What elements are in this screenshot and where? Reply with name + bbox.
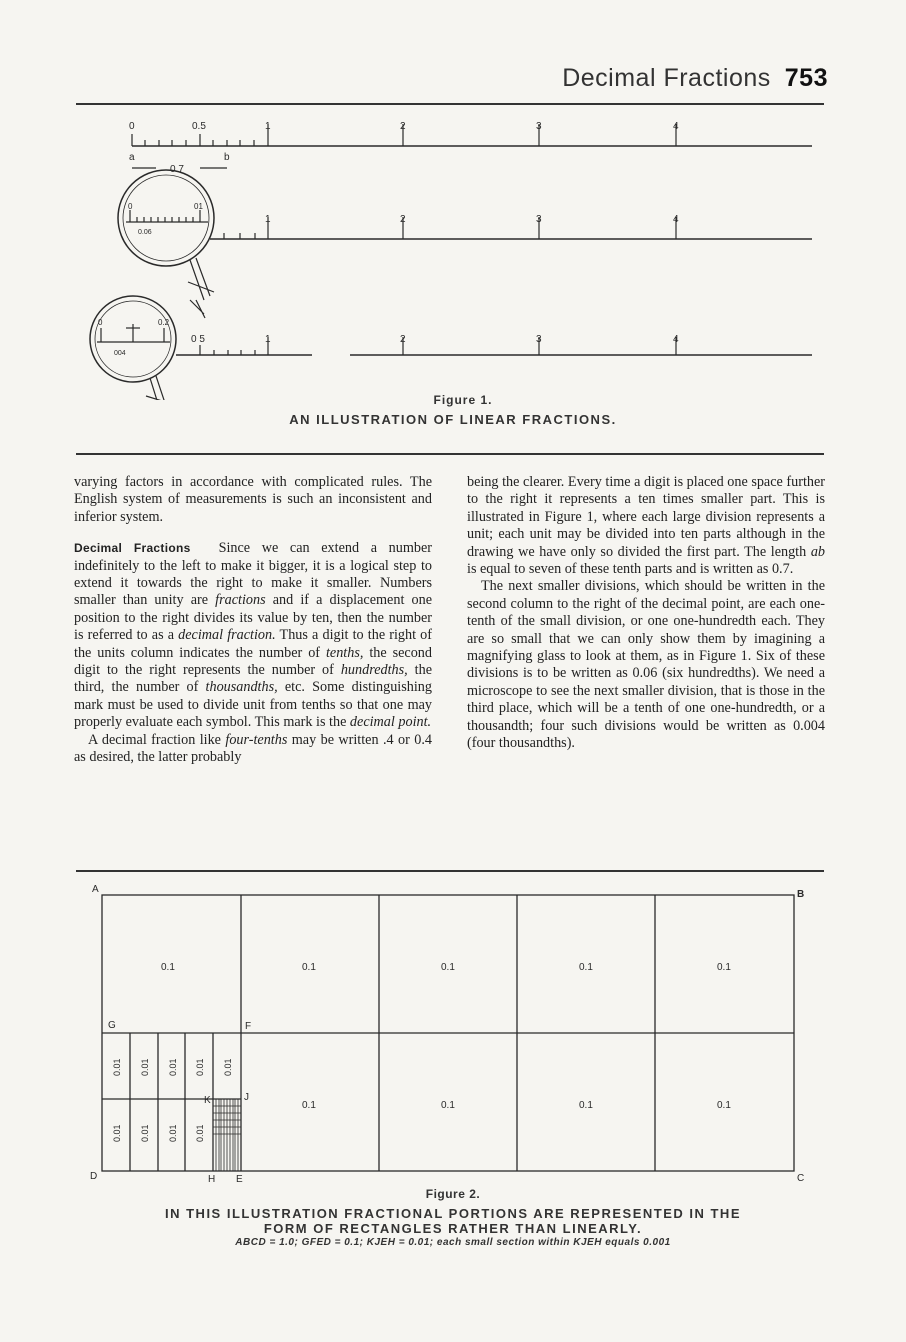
hundredth-label: 0.01 <box>223 1058 233 1076</box>
tenth-label: 0.1 <box>579 962 593 973</box>
header-rule <box>76 103 824 105</box>
lens1-label-01: 01 <box>194 202 203 211</box>
hundredth-label: 0.01 <box>112 1124 122 1142</box>
figure-1-diagram <box>0 110 906 400</box>
label-G: G <box>108 1020 116 1031</box>
label-E: E <box>236 1174 243 1185</box>
scale2-label-1: 1 <box>265 214 271 225</box>
side-heading: Decimal Fractions <box>74 541 191 556</box>
scale3-label-1: 1 <box>265 334 271 345</box>
corner-A: A <box>92 884 99 895</box>
figure-1-caption <box>0 393 906 427</box>
corner-C: C <box>797 1173 805 1184</box>
corner-D: D <box>90 1171 98 1182</box>
figure-2-equation: ABCD = 1.0; GFED = 0.1; KJEH = 0.01; each small section within KJEH equals 0.001 <box>235 1237 671 1248</box>
label-K: K <box>204 1095 211 1106</box>
scale1-label-0: 0 <box>129 121 135 132</box>
scale1-label-4: 4 <box>673 121 679 132</box>
tenth-label: 0.1 <box>302 1100 316 1111</box>
left-column <box>74 474 432 767</box>
lens1-label-006: 0.06 <box>138 229 152 236</box>
label-F: F <box>245 1021 252 1032</box>
figure-2-caption <box>0 1187 906 1248</box>
tenth-label: 0.1 <box>717 1100 731 1111</box>
hundredth-label: 0.01 <box>168 1058 178 1076</box>
figure-1-rule <box>76 453 824 455</box>
lens2-label-0: 0 <box>98 318 103 327</box>
figure-1-title: Figure 1. <box>433 393 493 407</box>
text-rule <box>76 870 824 872</box>
figure-2-diagram <box>0 880 906 1185</box>
lens1-label-0: 0 <box>128 202 133 211</box>
scale1-label-half: 0.5 <box>192 121 206 132</box>
scale2-label-3: 3 <box>536 214 542 225</box>
left-paragraph-2: Decimal Fractions Since we can extend a number indefinitely to the left to make it bigger, it is a logical step to extend it towards the right to make it smaller. Numbers smaller than unity are fractions and if a displacement one position to the right divides its value by ten, then the number is referred to as a decimal fraction. Thus a digit to the right of the units column indicates the number of tenths, the second digit to the right represents the number of hundredths, the third, the number of thousandths, etc. Some distinguishing mark must be used to divide unit from tenths so that one may properly evaluate each symbol. This mark is the decimal point. <box>74 540 432 731</box>
scale1-label-2: 2 <box>400 121 406 132</box>
tenth-label: 0.1 <box>579 1100 593 1111</box>
right-column <box>467 474 825 753</box>
header-title: Decimal Fractions <box>562 64 771 92</box>
figure-2-caption-line-1: IN THIS ILLUSTRATION FRACTIONAL PORTIONS ARE REPRESENTED IN THE <box>165 1206 741 1221</box>
left-paragraph-3: A decimal fraction like four-tenths may be written .4 or 0.4 as desired, the latter probably <box>74 731 432 766</box>
scale3-label-2: 2 <box>400 334 406 345</box>
left-paragraph-1: varying factors in accordance with complicated rules. The English system of measurements is such an inconsistent and inferior system. <box>74 474 432 525</box>
scale3-label-4: 4 <box>673 334 679 345</box>
hundredth-label: 0.01 <box>112 1058 122 1076</box>
lens2-label-02: 0.2 <box>158 318 170 327</box>
tenth-label: 0.1 <box>717 962 731 973</box>
scale1-label-3: 3 <box>536 121 542 132</box>
tenth-label: 0.1 <box>441 1100 455 1111</box>
scale3-label-half: 0 5 <box>191 334 205 345</box>
tenth-label: 0.1 <box>302 962 316 973</box>
label-H: H <box>208 1174 216 1185</box>
scale2-label-2: 2 <box>400 214 406 225</box>
lens2-label-004: 004 <box>114 350 126 357</box>
point-a-label: a <box>129 152 135 163</box>
page-number: 753 <box>784 64 828 92</box>
figure-1-text: AN ILLUSTRATION OF LINEAR FRACTIONS. <box>289 412 617 427</box>
figure-2-caption-line-2: FORM OF RECTANGLES RATHER THAN LINEARLY. <box>263 1221 643 1236</box>
hundredth-label: 0.01 <box>140 1124 150 1142</box>
scale3-label-3: 3 <box>536 334 542 345</box>
running-header <box>562 64 828 93</box>
magnifier-handle-1 <box>188 258 214 318</box>
scale2-label-4: 4 <box>673 214 679 225</box>
tenth-label: 0.1 <box>161 962 175 973</box>
hundredth-label: 0.01 <box>195 1058 205 1076</box>
point-b-label: b <box>224 152 230 163</box>
right-paragraph-2: The next smaller divisions, which should be written in the second column to the right of the decimal point, are each one-tenth of the small division, or one one-hundredth each. They are so small that we can only show them by imagining a magnifying glass to look at them, as in Figure 1. Six of these divisions is to be written as 0.06 (six hundredths). We need a microscope to see the next smaller division, that is those in the third place, which will be a tenth of one one-hundredth, or a thousandth; four such divisions would be written as 0.004 (four thousandths). <box>467 578 825 752</box>
figure-2-title: Figure 2. <box>425 1187 481 1201</box>
right-paragraph-1: being the clearer. Every time a digit is placed one space further to the right it represents a ten times smaller part. This is illustrated in Figure 1, where each large division represents a unit; each unit may be divided into ten parts although in the drawing we have only so divided the first part. The length ab is equal to seven of these tenth parts and is written as 0.7. <box>467 474 825 578</box>
hundredth-label: 0.01 <box>168 1124 178 1142</box>
length-ab-label: 0.7 <box>170 164 184 175</box>
label-J: J <box>244 1092 249 1103</box>
scale1-label-1: 1 <box>265 121 271 132</box>
hundredth-label: 0.01 <box>195 1124 205 1142</box>
tenth-label: 0.1 <box>441 962 455 973</box>
corner-B: B <box>797 889 805 900</box>
hundredth-label: 0.01 <box>140 1058 150 1076</box>
